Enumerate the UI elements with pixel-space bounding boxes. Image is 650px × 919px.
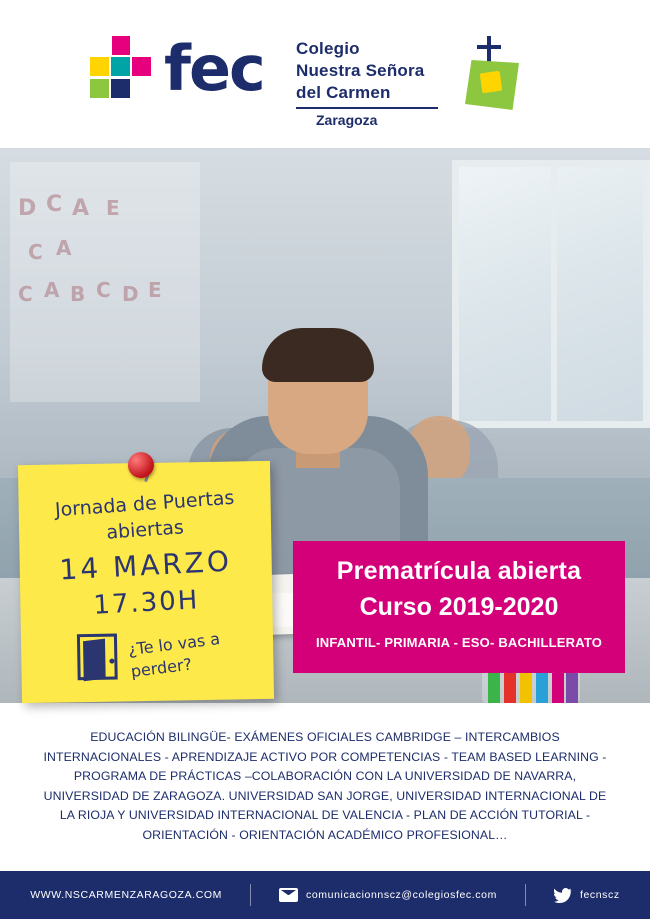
- envelope-icon: [279, 888, 298, 902]
- footer-twitter[interactable]: [554, 888, 620, 903]
- enrollment-title: Prematrícula abierta: [336, 557, 582, 585]
- postit-date: 14 MARZO: [58, 544, 233, 587]
- open-door-icon: [77, 634, 118, 681]
- school-name-line-3: del Carmen: [296, 83, 391, 102]
- postit-tease-row: [77, 629, 222, 681]
- postit-tease: [127, 628, 224, 683]
- poster-header: [0, 0, 650, 148]
- footer-divider-2: [525, 884, 526, 906]
- school-name-line-2: Nuestra Señora: [296, 61, 425, 80]
- open-day-postit: [18, 461, 274, 703]
- fec-logo-squares-icon: [90, 36, 158, 102]
- school-city: Zaragoza: [316, 112, 378, 128]
- postit-line-1: Jornada de Puertas: [54, 486, 235, 522]
- enrollment-stages: INFANTIL- PRIMARIA - ESO- BACHILLERATO: [315, 635, 603, 650]
- postit-line-2: abiertas: [105, 516, 185, 544]
- push-pin-icon: [128, 452, 159, 483]
- footer-website[interactable]: [30, 889, 222, 901]
- fec-logo: [90, 32, 264, 105]
- footer-website-label: WWW.NSCARMENZARAGOZA.COM: [30, 889, 222, 901]
- postit-tease-line-1: ¿Te lo vas a: [127, 629, 221, 660]
- poster-footer: [0, 871, 650, 919]
- footer-divider-1: [250, 884, 251, 906]
- footer-email-label: comunicacionnscz@colegiosfec.com: [306, 889, 497, 901]
- postit-time: 17.30H: [92, 585, 201, 621]
- enrollment-course-year: Curso 2019-2020: [359, 593, 559, 621]
- enrollment-highlight-box: [293, 541, 625, 673]
- carmelite-cross-shield-emblem-icon: [455, 36, 527, 114]
- twitter-bird-icon: [554, 888, 572, 903]
- fec-wordmark: fec: [164, 32, 264, 105]
- postit-tease-line-2: perder?: [129, 654, 193, 681]
- footer-email[interactable]: [279, 888, 497, 902]
- features-paragraph: EDUCACIÓN BILINGÜE- EXÁMENES OFICIALES CAMBRIDGE – INTERCAMBIOS INTERNACIONALES - APRENDIZAJE ACTIVO POR COMPETENCIAS - TEAM BASED LEARNING -PROGRAMA DE PRÁCTICAS –COLABORACIÓN CON LA UNIVERSIDAD DE NAVARRA, UNIVERSIDAD DE ZARAGOZA. UNIVERSIDAD SAN JORGE, UNIVERSIDAD INTERNACIONAL DE LA RIOJA Y UNIVERSIDAD INTERNACIONAL DE VALENCIA - PLAN DE ACCIÓN TUTORIAL - ORIENTACIÓN - ORIENTACIÓN ACADÉMICO PROFESIONAL…: [43, 730, 607, 842]
- footer-twitter-label: fecnscz: [579, 889, 620, 901]
- school-name: [296, 38, 424, 104]
- school-name-divider: [296, 107, 438, 109]
- photo-wall-letter-cards: D C A C A C A B C D E E: [10, 162, 200, 402]
- photo-student-hair: [262, 328, 374, 382]
- photo-window: [452, 160, 650, 428]
- school-name-line-1: Colegio: [296, 39, 360, 58]
